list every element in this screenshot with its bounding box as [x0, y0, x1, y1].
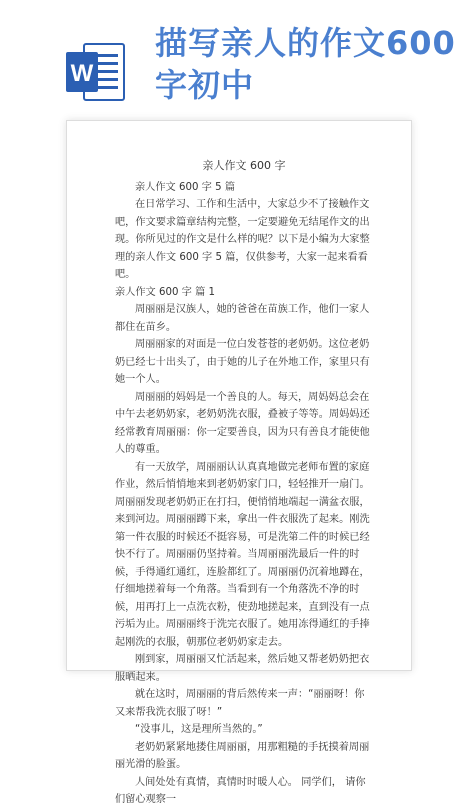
document-page — [66, 120, 412, 805]
body-paragraph: 周丽丽家的对面是一位白发苍苍的老奶奶。这位老奶奶已经七十出头了，由于她的儿子在外地工作，家里只有她一个人。 — [115, 339, 370, 385]
body-paragraph: 周丽丽的妈妈是一个善良的人。每天，周妈妈总会在中午去老奶奶家，老奶奶洗衣服，叠被子等等。周妈妈还经常教育周丽丽：你一定要善良，因为只有善良才能使他人的尊重。 — [115, 391, 370, 455]
document-body — [115, 157, 373, 809]
body-paragraph: 有一天放学，周丽丽认认真真地做完老师布置的家庭作业，然后悄悄地来到老奶奶家门口，轻轻推开一扇门。周丽丽发现老奶奶正在打扫，便悄悄地端起一满盆衣服，来到河边。周丽丽蹲下来，拿出一件衣服洗了起来。刚洗第一件衣服的时候还不挺容易，可是洗第二件的时候已经快不行了。周丽丽仍坚持着。当周丽丽洗最后一件的时候，手得通红通红，连脸都红了。周丽丽仍沉着地蹲在，仔细地搓着每一个角落。当看到有一个角落洗不净的时候，用再打上一点洗衣粉，使劲地搓起来，直到没有一点污垢为止。周丽丽终于洗完衣服了。她用冻得通红的手捧起刚洗的衣服，朝那位老奶奶家走去。 — [115, 461, 370, 648]
dialogue-paragraph: “没事儿，这是理所当然的。” — [135, 724, 263, 735]
page-title: 描写亲人的作文600字初中 — [155, 24, 456, 104]
document-title: 亲人作文 600 字 — [202, 159, 286, 172]
body-paragraph: 刚到家，周丽丽又忙活起来，然后她又帮老奶奶把衣服晒起来。 — [115, 654, 370, 683]
body-paragraph: 周丽丽是汉族人，她的爸爸在苗族工作，他们一家人都住在苗乡。 — [115, 304, 370, 333]
document-subtitle: 亲人作文 600 字 5 篇 — [135, 181, 236, 193]
body-paragraph: 人间处处有真情，真情时时暖人心。 同学们， 请你们留心观察一 — [115, 776, 366, 805]
intro-paragraph: 在日常学习、工作和生活中，大家总少不了接触作文吧，作文要求篇章结构完整，一定要避免无结尾作文的出现。你所见过的作文是什么样的呢？以下是小编为大家整理的亲人作文 600 字 5 篇，仅供参考，大家一起来看看吧。 — [115, 199, 370, 280]
header-banner — [0, 0, 474, 120]
body-paragraph: 老奶奶紧紧地搂住周丽丽，用那粗糙的手抚摸着周丽丽光滑的脸蛋。 — [115, 741, 370, 770]
word-document-icon — [64, 40, 126, 104]
section-heading: 亲人作文 600 字 篇 1 — [115, 286, 216, 298]
body-paragraph: 就在这时，周丽丽的背后然传来一声：“丽丽呀！你又来帮我洗衣服了呀！” — [115, 689, 365, 718]
word-icon-letter: W — [70, 60, 94, 87]
